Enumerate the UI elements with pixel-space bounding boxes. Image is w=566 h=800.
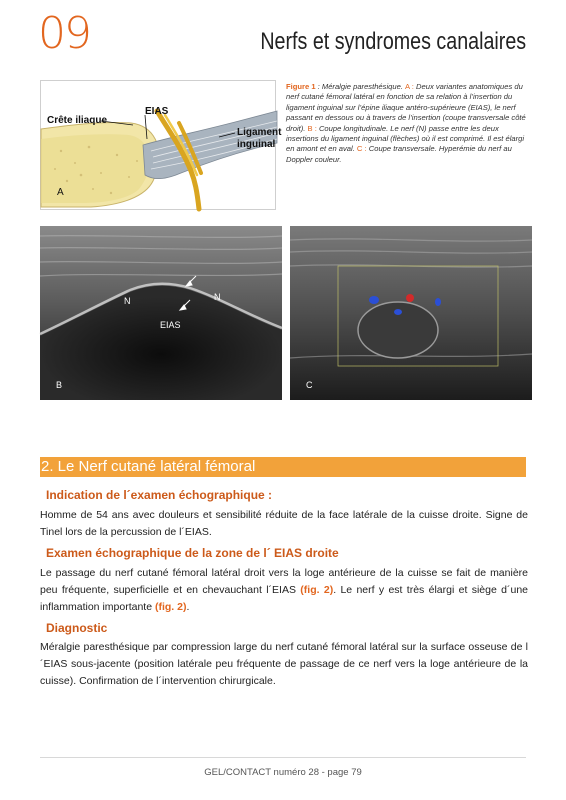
paragraph-examen <box>40 565 528 616</box>
figure-reference-1[interactable]: (fig. 2) <box>300 584 334 596</box>
caption-key-a: A : <box>405 82 414 91</box>
paragraph-indication: Homme de 54 ans avec douleurs et sensibilité réduite de la face latérale de la cuisse droite. Signe de Tinel lors de la percussion de l´EIAS. <box>40 509 528 538</box>
page-title: Nerfs et syndromes canalaires <box>260 28 526 55</box>
panel-letter-c: C <box>306 380 313 390</box>
paragraph-diagnostic: Méralgie paresthésique par compression large du nerf cutané fémoral latéral sur la surface osseuse de l´EIAS sous-jacente (position latérale peu fréquente de passage de ce nerf vers la loge antérieure de la cuisse). Confirmation de l´intervention chirurgicale. <box>40 641 528 687</box>
examen-text-3: . <box>186 601 190 613</box>
panel-letter-b: B <box>56 380 63 390</box>
label-eias: EIAS <box>145 106 169 117</box>
footer-divider <box>40 757 526 758</box>
figure-caption <box>286 82 530 165</box>
figure-a-illustration <box>40 80 282 210</box>
ultrasound-image-b <box>40 226 282 400</box>
figure-reference-2[interactable]: (fig. 2) <box>154 601 187 613</box>
caption-key-b: B : <box>307 123 317 133</box>
label-n-left: N <box>124 296 131 306</box>
caption-text-4: Coupe transversale. Hyperémie du nerf au Doppler couleur. <box>286 144 512 164</box>
caption-figure-label: Figure 1 <box>286 82 316 91</box>
caption-key-c: C : <box>356 144 367 154</box>
caption-text-3: Coupe longitudinale. Le nerf (N) passe entre les deux insertions du ligament inguinal (flèches) où il est comprimé. Il est élargi en amont et en aval. <box>286 123 525 154</box>
ultrasound-b-graphic <box>40 226 282 400</box>
section-title: 2. Le Nerf cutané latéral fémoral <box>41 458 256 475</box>
examen-text-1: Le passage du nerf cutané fémoral latéral droit vers la loge antérieure de la cuisse se fait de manière peu fréquente, superficielle et en chevauchant l´EIAS <box>40 567 528 596</box>
label-ligament: Ligament <box>237 127 282 138</box>
ultrasound-image-c <box>290 226 532 400</box>
examen-text-2: . Le nerf y est très élargi et siège d´une inflammation importante <box>40 584 528 613</box>
heading-examen: Examen échographique de la zone de l´ EIAS droite <box>46 546 339 560</box>
chapter-number: 09 <box>38 8 90 59</box>
label-crete-iliaque: Crête iliaque <box>47 115 108 126</box>
label-inguinal: inguinal <box>237 139 276 150</box>
panel-letter-a: A <box>57 187 64 198</box>
heading-indication: Indication de l´examen échographique : <box>46 488 273 502</box>
caption-text-2: Deux variantes anatomiques du nerf cutané fémoral latéral en fonction de sa relation à l’insertion du ligament inguinal sur l’épine iliaque antéro-supérieure (EIAS), le nerf passant en dessous ou à travers de l’insertion (coupe transversale côté droit). <box>286 82 526 133</box>
label-n-right: N <box>214 292 221 302</box>
label-eias-us: EIAS <box>160 320 181 330</box>
page-footer: GEL/CONTACT numéro 28 - page 79 <box>204 767 362 778</box>
caption-text-1: : Méralgie paresthésique. <box>315 82 406 91</box>
heading-diagnostic: Diagnostic <box>46 621 108 635</box>
ultrasound-c-graphic <box>290 226 532 400</box>
